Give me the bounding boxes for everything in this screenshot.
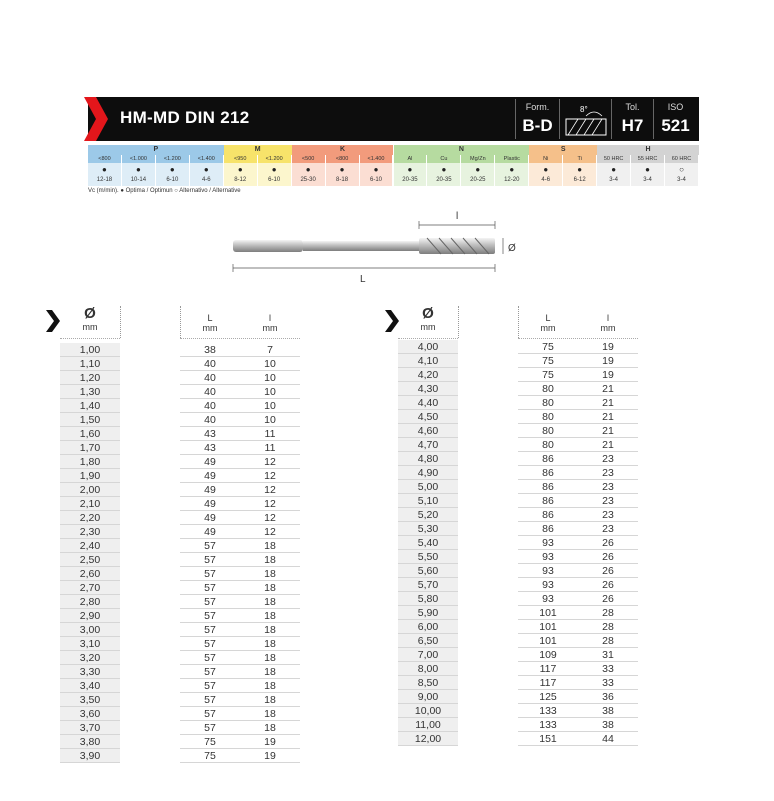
diameter-label: Ø <box>508 243 516 254</box>
alternative-dot-icon: ○ <box>679 165 684 174</box>
total-length-cell: 86 <box>518 480 578 494</box>
material-column <box>326 155 360 186</box>
product-title: HM-MD DIN 212 <box>120 108 250 127</box>
optimal-dot-icon: ● <box>543 165 549 174</box>
material-column <box>529 155 563 186</box>
flute-length-cell: 12 <box>240 511 300 525</box>
optimal-dot-icon: ● <box>305 165 311 174</box>
flute-length-cell: 21 <box>578 410 638 424</box>
iso-spec <box>653 99 697 139</box>
optimal-dot-icon: ● <box>135 165 141 174</box>
flute-length-cell: 12 <box>240 455 300 469</box>
right-L-column <box>518 340 578 746</box>
total-length-cell: 75 <box>518 340 578 354</box>
left-dia-header: Ø mm <box>82 305 98 332</box>
material-column <box>665 155 699 186</box>
total-length-cell: 93 <box>518 550 578 564</box>
material-column <box>292 155 326 186</box>
total-length-cell: 57 <box>180 553 240 567</box>
tol-label: Tol. <box>625 102 640 112</box>
diameter-cell: 5,40 <box>398 536 458 550</box>
material-table <box>88 145 699 186</box>
material-column <box>563 155 597 186</box>
total-length-cell: 80 <box>518 438 578 452</box>
total-length-cell: 75 <box>518 354 578 368</box>
optimal-dot-icon: ● <box>441 165 447 174</box>
total-length-cell: 38 <box>180 343 240 357</box>
form-label: Form. <box>525 102 550 112</box>
material-sub-label: <1.200 <box>258 155 291 163</box>
flute-length-cell: 7 <box>240 343 300 357</box>
total-length-cell: 80 <box>518 424 578 438</box>
flute-length-cell: 21 <box>578 396 638 410</box>
total-length-cell: 86 <box>518 522 578 536</box>
diameter-cell: 9,00 <box>398 690 458 704</box>
left-l-column <box>240 343 300 763</box>
chevron-arrow-icon <box>84 97 112 141</box>
tolerance-spec <box>611 99 653 139</box>
diameter-cell: 2,60 <box>60 567 120 581</box>
total-length-label: L <box>360 274 366 285</box>
diameter-cell: 4,20 <box>398 368 458 382</box>
total-length-cell: 57 <box>180 623 240 637</box>
material-sub-label: <800 <box>88 155 121 163</box>
flute-length-cell: 10 <box>240 413 300 427</box>
material-sub-label: 50 HRC <box>597 155 630 163</box>
diameter-cell: 4,90 <box>398 466 458 480</box>
diameter-cell: 2,90 <box>60 609 120 623</box>
diameter-cell: 1,80 <box>60 455 120 469</box>
flute-length-cell: 23 <box>578 466 638 480</box>
total-length-cell: 57 <box>180 595 240 609</box>
total-length-cell: 57 <box>180 707 240 721</box>
total-length-cell: 101 <box>518 620 578 634</box>
flute-length-cell: 19 <box>578 368 638 382</box>
material-group-label: P <box>88 145 224 155</box>
diameter-cell: 4,50 <box>398 410 458 424</box>
total-length-cell: 109 <box>518 648 578 662</box>
material-group-n <box>394 145 530 186</box>
total-length-cell: 49 <box>180 455 240 469</box>
material-column <box>597 155 631 186</box>
total-length-cell: 75 <box>180 735 240 749</box>
total-length-cell: 57 <box>180 679 240 693</box>
optimal-dot-icon: ● <box>373 165 379 174</box>
right-L-header: L mm <box>540 313 556 333</box>
total-length-cell: 86 <box>518 452 578 466</box>
flute-length-cell: 23 <box>578 508 638 522</box>
flute-length-cell: 26 <box>578 536 638 550</box>
cutting-speed-value: 25-30 <box>300 177 316 183</box>
flute-length-cell: 23 <box>578 494 638 508</box>
material-sub-label: 55 HRC <box>631 155 664 163</box>
total-length-cell: 133 <box>518 704 578 718</box>
form-value: B-D <box>522 116 553 135</box>
total-length-cell: 93 <box>518 564 578 578</box>
flute-length-cell: 10 <box>240 385 300 399</box>
total-length-cell: 40 <box>180 413 240 427</box>
flute-length-cell: 18 <box>240 595 300 609</box>
cutting-speed-value: 20-25 <box>470 177 486 183</box>
angle-spec <box>559 99 611 139</box>
flute-length-cell: 28 <box>578 620 638 634</box>
product-header <box>88 97 699 141</box>
total-length-cell: 80 <box>518 382 578 396</box>
flute-length-cell: 10 <box>240 371 300 385</box>
diameter-cell: 3,20 <box>60 651 120 665</box>
diameter-cell: 3,90 <box>60 749 120 763</box>
flute-length-cell: 18 <box>240 581 300 595</box>
flute-length-cell: 18 <box>240 567 300 581</box>
diameter-cell: 1,20 <box>60 371 120 385</box>
diameter-cell: 1,00 <box>60 343 120 357</box>
total-length-cell: 40 <box>180 357 240 371</box>
material-sub-label: <1.200 <box>156 155 189 163</box>
diameter-cell: 2,20 <box>60 511 120 525</box>
flute-length-cell: 12 <box>240 525 300 539</box>
material-group-k <box>292 145 394 186</box>
total-length-cell: 93 <box>518 578 578 592</box>
cutting-speed-value: 20-35 <box>436 177 452 183</box>
material-group-label: N <box>394 145 530 155</box>
flute-length-cell: 28 <box>578 634 638 648</box>
flute-length-cell: 18 <box>240 693 300 707</box>
diameter-cell: 4,00 <box>398 340 458 354</box>
diameter-cell: 5,80 <box>398 592 458 606</box>
right-chevron-icon <box>385 310 399 332</box>
diameter-cell: 5,70 <box>398 578 458 592</box>
material-sub-label: <1.000 <box>122 155 155 163</box>
optimal-dot-icon: ● <box>509 165 515 174</box>
total-length-cell: 57 <box>180 567 240 581</box>
optimal-dot-icon: ● <box>407 165 413 174</box>
material-sub-label: Plastic <box>495 155 528 163</box>
diameter-cell: 2,80 <box>60 595 120 609</box>
total-length-cell: 75 <box>518 368 578 382</box>
material-group-label: M <box>224 145 292 155</box>
diameter-cell: 5,50 <box>398 550 458 564</box>
material-column <box>394 155 428 186</box>
total-length-cell: 80 <box>518 396 578 410</box>
flute-length-cell: 31 <box>578 648 638 662</box>
diameter-cell: 4,60 <box>398 424 458 438</box>
iso-label: ISO <box>667 102 684 112</box>
diameter-cell: 3,70 <box>60 721 120 735</box>
diameter-cell: 1,60 <box>60 427 120 441</box>
flute-length-cell: 26 <box>578 578 638 592</box>
form-spec <box>515 99 559 139</box>
flute-length-cell: 23 <box>578 522 638 536</box>
diameter-cell: 1,30 <box>60 385 120 399</box>
total-length-cell: 151 <box>518 732 578 746</box>
material-sub-label: <950 <box>224 155 257 163</box>
flute-length-cell: 10 <box>240 399 300 413</box>
flute-length-cell: 10 <box>240 357 300 371</box>
total-length-cell: 49 <box>180 469 240 483</box>
iso-value: 521 <box>661 116 690 135</box>
optimal-dot-icon: ● <box>237 165 243 174</box>
cutting-speed-value: 6-10 <box>369 177 382 183</box>
flute-length-cell: 12 <box>240 497 300 511</box>
material-group-s <box>529 145 597 186</box>
total-length-cell: 101 <box>518 634 578 648</box>
diameter-cell: 2,10 <box>60 497 120 511</box>
total-length-cell: 86 <box>518 508 578 522</box>
total-length-cell: 49 <box>180 511 240 525</box>
diameter-cell: 4,40 <box>398 396 458 410</box>
flute-length-cell: 12 <box>240 469 300 483</box>
material-group-p <box>88 145 224 186</box>
right-l-column <box>578 340 638 746</box>
diameter-cell: 5,90 <box>398 606 458 620</box>
cutting-speed-value: 4-6 <box>541 177 551 183</box>
flute-length-cell: 18 <box>240 679 300 693</box>
total-length-cell: 57 <box>180 609 240 623</box>
cutting-speed-value: 10-14 <box>130 177 147 183</box>
material-group-label: S <box>529 145 597 155</box>
total-length-cell: 125 <box>518 690 578 704</box>
diameter-cell: 3,40 <box>60 679 120 693</box>
material-column <box>461 155 495 186</box>
flute-length-cell: 18 <box>240 721 300 735</box>
material-sub-label: Ti <box>563 155 596 163</box>
material-column <box>190 155 224 186</box>
material-sub-label: <800 <box>326 155 359 163</box>
cutting-speed-value: 8-12 <box>234 177 247 183</box>
flute-length-cell: 26 <box>578 592 638 606</box>
diameter-cell: 5,00 <box>398 480 458 494</box>
diameter-cell: 4,80 <box>398 452 458 466</box>
flute-length-cell: 19 <box>240 735 300 749</box>
cutting-speed-value: 12-20 <box>504 177 520 183</box>
left-L-header: L mm <box>202 313 218 333</box>
flute-length-cell: 23 <box>578 452 638 466</box>
total-length-cell: 117 <box>518 662 578 676</box>
diameter-cell: 3,60 <box>60 707 120 721</box>
diameter-cell: 6,00 <box>398 620 458 634</box>
cutting-speed-value: 6-10 <box>268 177 281 183</box>
diameter-cell: 4,70 <box>398 438 458 452</box>
cutting-speed-value: 3-4 <box>643 177 652 183</box>
flute-length-cell: 18 <box>240 707 300 721</box>
total-length-cell: 57 <box>180 721 240 735</box>
cutting-speed-value: 3-4 <box>609 177 618 183</box>
cutting-speed-value: 6-10 <box>166 177 179 183</box>
legend: Vc (m/min). ● Optima / Optimun ○ Alternativo / Alternative <box>88 188 241 194</box>
material-sub-label: 60 HRC <box>665 155 698 163</box>
material-column <box>156 155 190 186</box>
diameter-cell: 11,00 <box>398 718 458 732</box>
diameter-cell: 3,10 <box>60 637 120 651</box>
reamer-drawing <box>229 207 529 287</box>
flute-length-cell: 18 <box>240 651 300 665</box>
flute-length-cell: 11 <box>240 441 300 455</box>
flute-length-cell: 12 <box>240 483 300 497</box>
flute-length-cell: 21 <box>578 438 638 452</box>
material-column <box>258 155 292 186</box>
flute-length-cell: 38 <box>578 704 638 718</box>
flute-length-cell: 18 <box>240 609 300 623</box>
diameter-cell: 8,00 <box>398 662 458 676</box>
diameter-cell: 1,40 <box>60 399 120 413</box>
left-L-column <box>180 343 240 763</box>
material-sub-label: Mg/Zn <box>461 155 494 163</box>
optimal-dot-icon: ● <box>577 165 583 174</box>
material-sub-label: Ni <box>529 155 562 163</box>
material-sub-label: Cu <box>427 155 460 163</box>
diameter-cell: 2,40 <box>60 539 120 553</box>
flute-length-cell: 18 <box>240 637 300 651</box>
diameter-cell: 1,50 <box>60 413 120 427</box>
total-length-cell: 57 <box>180 665 240 679</box>
optimal-dot-icon: ● <box>271 165 277 174</box>
diameter-cell: 2,00 <box>60 483 120 497</box>
helix-angle-icon <box>564 102 608 138</box>
total-length-cell: 49 <box>180 525 240 539</box>
total-length-cell: 117 <box>518 676 578 690</box>
flute-length-cell: 33 <box>578 676 638 690</box>
left-l-header: l mm <box>262 313 278 333</box>
flute-length-cell: 18 <box>240 623 300 637</box>
flute-length-cell: 44 <box>578 732 638 746</box>
material-column <box>631 155 665 186</box>
angle-value: 8° <box>580 105 588 114</box>
total-length-cell: 40 <box>180 385 240 399</box>
optimal-dot-icon: ● <box>645 165 650 174</box>
material-group-h <box>597 145 699 186</box>
flute-length-cell: 26 <box>578 564 638 578</box>
optimal-dot-icon: ● <box>169 165 175 174</box>
total-length-cell: 75 <box>180 749 240 763</box>
cutting-speed-value: 8-18 <box>336 177 349 183</box>
right-dia-header: Ø mm <box>420 305 436 332</box>
diameter-cell: 4,30 <box>398 382 458 396</box>
diameter-cell: 12,00 <box>398 732 458 746</box>
cutting-speed-value: 3-4 <box>677 177 686 183</box>
optimal-dot-icon: ● <box>339 165 345 174</box>
diameter-cell: 10,00 <box>398 704 458 718</box>
diameter-cell: 8,50 <box>398 676 458 690</box>
cutting-speed-value: 6-12 <box>573 177 586 183</box>
cutting-speed-value: 12-18 <box>96 177 113 183</box>
total-length-cell: 57 <box>180 581 240 595</box>
diameter-cell: 1,10 <box>60 357 120 371</box>
left-chevron-icon <box>46 310 60 332</box>
optimal-dot-icon: ● <box>102 165 107 174</box>
total-length-cell: 57 <box>180 637 240 651</box>
flute-length-cell: 33 <box>578 662 638 676</box>
material-column <box>224 155 258 186</box>
material-column <box>88 155 122 186</box>
diameter-cell: 4,10 <box>398 354 458 368</box>
diameter-cell: 5,20 <box>398 508 458 522</box>
total-length-cell: 49 <box>180 497 240 511</box>
diameter-cell: 5,10 <box>398 494 458 508</box>
total-length-cell: 40 <box>180 399 240 413</box>
flute-length-cell: 28 <box>578 606 638 620</box>
diameter-cell: 3,50 <box>60 693 120 707</box>
cutting-speed-value: 20-35 <box>402 177 418 183</box>
flute-length-cell: 23 <box>578 480 638 494</box>
diameter-cell: 3,30 <box>60 665 120 679</box>
total-length-cell: 93 <box>518 592 578 606</box>
optimal-dot-icon: ● <box>475 165 481 174</box>
flute-length-cell: 36 <box>578 690 638 704</box>
total-length-cell: 43 <box>180 427 240 441</box>
flute-length-cell: 19 <box>240 749 300 763</box>
diameter-cell: 2,50 <box>60 553 120 567</box>
total-length-cell: 43 <box>180 441 240 455</box>
total-length-cell: 40 <box>180 371 240 385</box>
diameter-cell: 5,60 <box>398 564 458 578</box>
material-column <box>427 155 461 186</box>
diameter-cell: 1,90 <box>60 469 120 483</box>
flute-length-cell: 19 <box>578 354 638 368</box>
flute-length-cell: 18 <box>240 539 300 553</box>
material-group-label: K <box>292 145 394 155</box>
diameter-cell: 2,30 <box>60 525 120 539</box>
flute-length-cell: 21 <box>578 382 638 396</box>
total-length-cell: 101 <box>518 606 578 620</box>
flute-length-cell: 18 <box>240 665 300 679</box>
cutting-speed-value: 4-6 <box>201 177 211 183</box>
diameter-cell: 3,80 <box>60 735 120 749</box>
flute-length-cell: 11 <box>240 427 300 441</box>
total-length-cell: 80 <box>518 410 578 424</box>
material-column <box>360 155 394 186</box>
material-column <box>122 155 156 186</box>
flute-length-label: l <box>456 211 459 222</box>
total-length-cell: 57 <box>180 651 240 665</box>
diameter-cell: 7,00 <box>398 648 458 662</box>
material-group-label: H <box>597 145 699 155</box>
flute-length-cell: 18 <box>240 553 300 567</box>
material-sub-label: <1.400 <box>190 155 223 163</box>
total-length-cell: 86 <box>518 466 578 480</box>
tol-value: H7 <box>621 116 644 135</box>
left-dia-column <box>60 343 120 763</box>
flute-length-cell: 38 <box>578 718 638 732</box>
diameter-cell: 5,30 <box>398 522 458 536</box>
flute-length-cell: 21 <box>578 424 638 438</box>
total-length-cell: 86 <box>518 494 578 508</box>
optimal-dot-icon: ● <box>203 165 209 174</box>
flute-length-cell: 26 <box>578 550 638 564</box>
total-length-cell: 49 <box>180 483 240 497</box>
diameter-cell: 3,00 <box>60 623 120 637</box>
material-sub-label: <1.400 <box>360 155 393 163</box>
right-l-header: l mm <box>600 313 616 333</box>
total-length-cell: 133 <box>518 718 578 732</box>
flute-length-cell: 19 <box>578 340 638 354</box>
material-column <box>495 155 529 186</box>
total-length-cell: 57 <box>180 693 240 707</box>
material-sub-label: Al <box>394 155 427 163</box>
material-group-m <box>224 145 292 186</box>
total-length-cell: 93 <box>518 536 578 550</box>
diameter-cell: 1,70 <box>60 441 120 455</box>
material-sub-label: <500 <box>292 155 325 163</box>
diameter-cell: 2,70 <box>60 581 120 595</box>
total-length-cell: 57 <box>180 539 240 553</box>
optimal-dot-icon: ● <box>611 165 617 174</box>
diameter-cell: 6,50 <box>398 634 458 648</box>
right-dia-column <box>398 340 458 746</box>
